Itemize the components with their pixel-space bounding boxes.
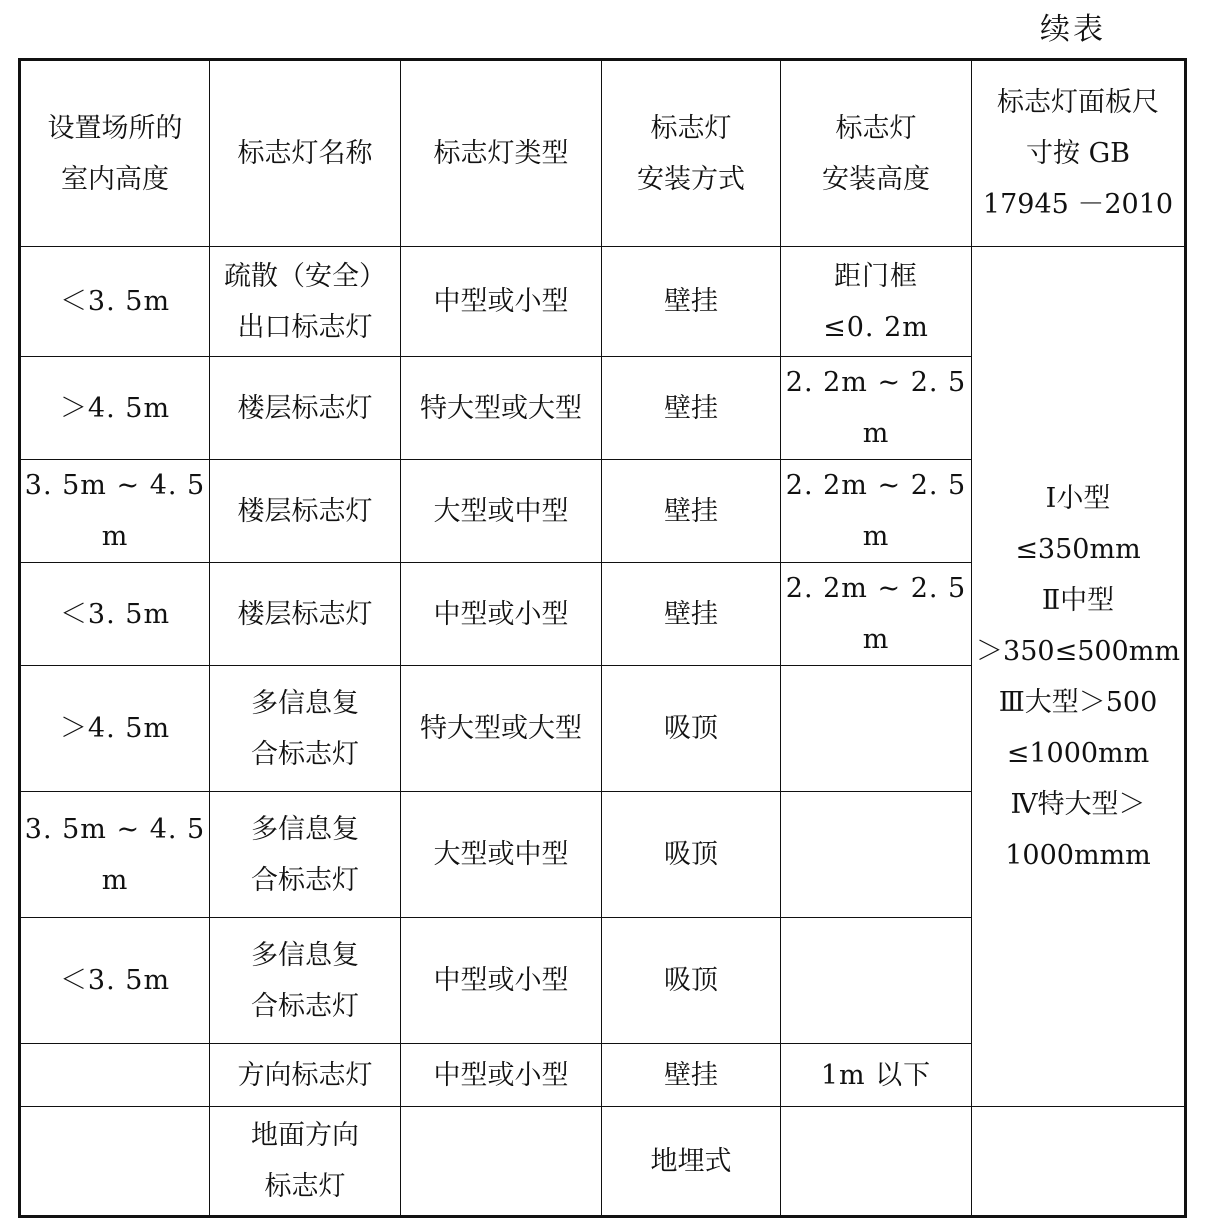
cell-type — [401, 1107, 602, 1217]
cell-mount: 吸顶 — [602, 918, 781, 1044]
cell-type: 特大型或大型 — [401, 666, 602, 792]
cell-mount-height — [781, 918, 972, 1044]
cell-panel-sizes: Ⅰ小型 ≤350mm Ⅱ中型 ＞350≤500mm Ⅲ大型＞500 ≤1000mm Ⅳ特大型＞ 1000mmm — [972, 247, 1186, 1107]
cell-type: 大型或中型 — [401, 460, 602, 563]
cell-mount-height — [781, 666, 972, 792]
header-panel-size: 标志灯面板尺 寸按 GB 17945 －2010 — [972, 60, 1186, 247]
cell-type: 中型或小型 — [401, 563, 602, 666]
cell-mount-height: 2. 2m ~ 2. 5m — [781, 357, 972, 460]
cell-mount-height — [781, 792, 972, 918]
header-sign-name: 标志灯名称 — [210, 60, 401, 247]
cell-type: 中型或小型 — [401, 918, 602, 1044]
cell-name: 地面方向 标志灯 — [210, 1107, 401, 1217]
cell-mount-height: 1m 以下 — [781, 1044, 972, 1107]
cell-mount: 壁挂 — [602, 563, 781, 666]
cell-name: 方向标志灯 — [210, 1044, 401, 1107]
cell-height: 3. 5m ~ 4. 5m — [20, 460, 210, 563]
sign-light-table — [18, 58, 1187, 1218]
cell-panel-size — [972, 1107, 1186, 1217]
cell-name: 多信息复 合标志灯 — [210, 666, 401, 792]
cell-mount: 吸顶 — [602, 792, 781, 918]
cell-mount-height — [781, 1107, 972, 1217]
cell-height: ＞4. 5m — [20, 666, 210, 792]
cell-height: ＜3. 5m — [20, 918, 210, 1044]
table-row — [20, 1107, 1186, 1217]
cell-mount: 吸顶 — [602, 666, 781, 792]
header-mount-method: 标志灯 安装方式 — [602, 60, 781, 247]
cell-mount-height: 2. 2m ~ 2. 5m — [781, 563, 972, 666]
cell-mount: 壁挂 — [602, 247, 781, 357]
cell-type: 特大型或大型 — [401, 357, 602, 460]
cell-height — [20, 1044, 210, 1107]
cell-name: 楼层标志灯 — [210, 563, 401, 666]
cell-mount-height: 距门框 ≤0. 2m — [781, 247, 972, 357]
cell-name: 疏散（安全） 出口标志灯 — [210, 247, 401, 357]
cell-height: ＜3. 5m — [20, 563, 210, 666]
cell-type: 中型或小型 — [401, 1044, 602, 1107]
cell-height: 3. 5m ~ 4. 5m — [20, 792, 210, 918]
table-caption: 续表 — [1040, 12, 1106, 47]
cell-name: 楼层标志灯 — [210, 460, 401, 563]
table-header-row — [20, 60, 1186, 247]
cell-mount: 壁挂 — [602, 1044, 781, 1107]
cell-name: 多信息复 合标志灯 — [210, 792, 401, 918]
header-sign-type: 标志灯类型 — [401, 60, 602, 247]
header-mount-height: 标志灯 安装高度 — [781, 60, 972, 247]
cell-type: 中型或小型 — [401, 247, 602, 357]
cell-mount-height: 2. 2m ~ 2. 5m — [781, 460, 972, 563]
cell-mount: 地埋式 — [602, 1107, 781, 1217]
cell-height: ＞4. 5m — [20, 357, 210, 460]
table-row — [20, 247, 1186, 357]
cell-name: 楼层标志灯 — [210, 357, 401, 460]
cell-mount: 壁挂 — [602, 460, 781, 563]
header-installation-height: 设置场所的 室内高度 — [20, 60, 210, 247]
cell-name: 多信息复 合标志灯 — [210, 918, 401, 1044]
cell-height — [20, 1107, 210, 1217]
cell-type: 大型或中型 — [401, 792, 602, 918]
cell-mount: 壁挂 — [602, 357, 781, 460]
cell-height: ＜3. 5m — [20, 247, 210, 357]
